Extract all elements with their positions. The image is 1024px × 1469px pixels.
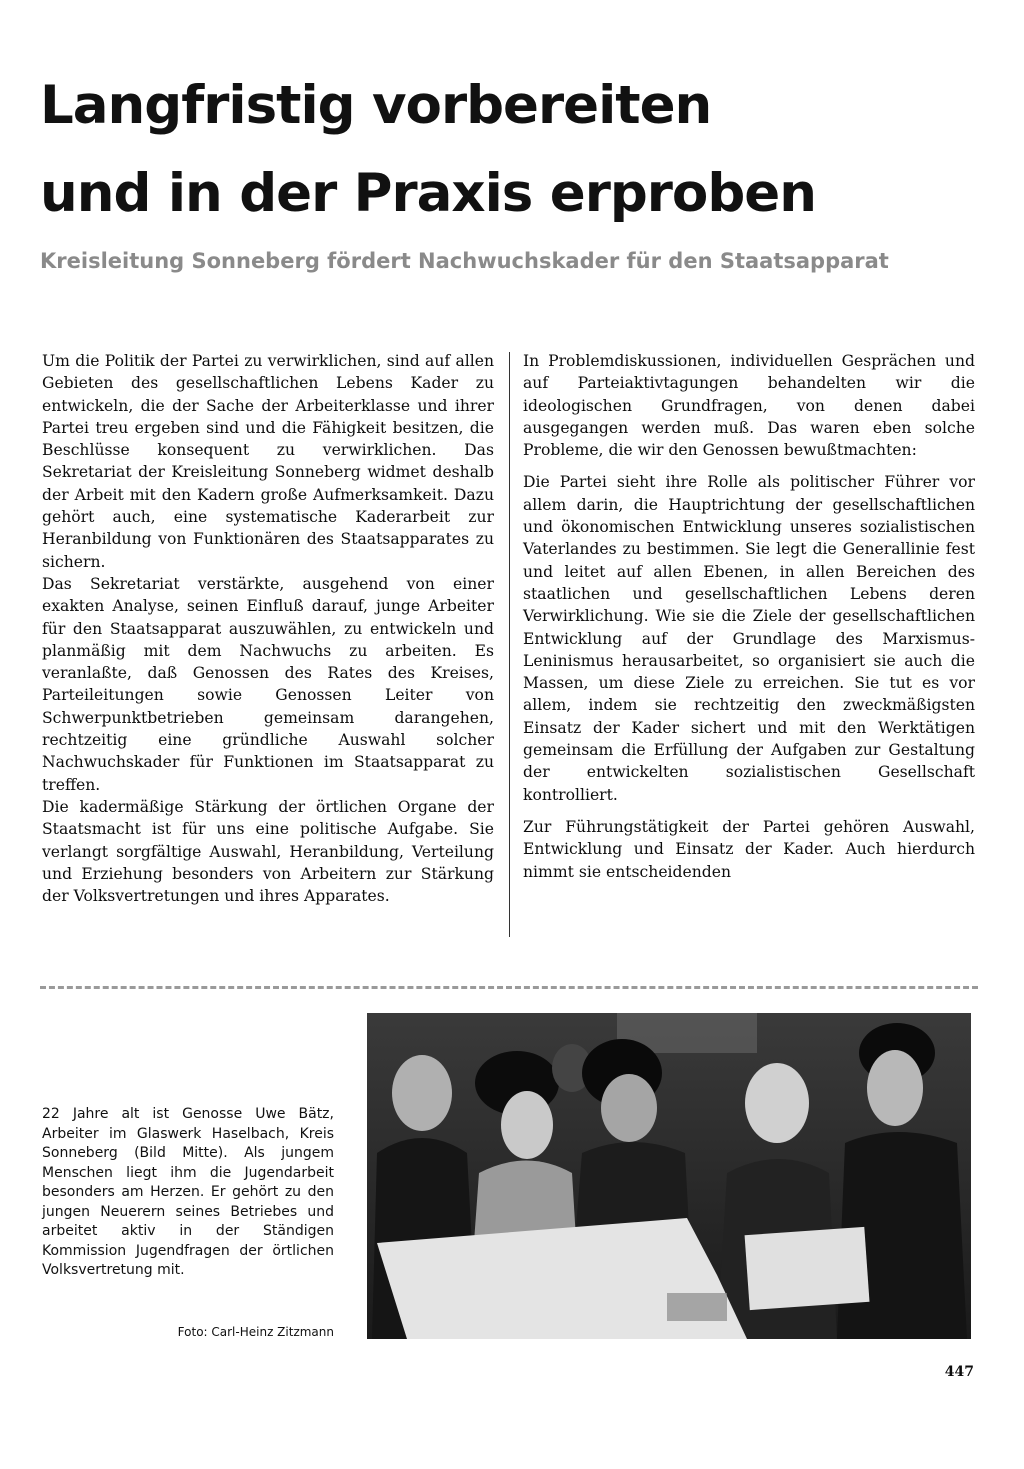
right-paragraph-2: Die Partei sieht ihre Rolle als politischer Führer vor allem darin, die Hauptrichtung der gesellschaftlichen und ökonomischen Entwicklung unseres sozialistischen Vaterlandes zu bestimmen. Sie legt die Generallinie fest und leitet auf allen Ebenen, in allen Bereichen des staatlichen und gesellschaftlichen Lebens deren Verwirklichung. Wie sie die Ziele der gesellschaftlichen Entwicklung auf der Grundlage des Marxismus-Leninismus herausarbeitet, so organisiert sie auch die Massen, um diese Ziele zu erreichen. Sie tut es vor allem, indem sie rechtzeitig den zweckmäßigsten Einsatz der Kader sichert und mit den Werktätigen gemeinsam die Erfüllung der Aufgaben zur Gestaltung der entwickelten sozialistischen Gesellschaft kontrolliert. bbox=[523, 473, 975, 804]
section-rule bbox=[40, 986, 978, 989]
headline-line-2: und in der Praxis erproben bbox=[40, 163, 816, 224]
page-number: 447 bbox=[944, 1364, 974, 1380]
right-paragraph-1: In Problemdiskussionen, individuellen Gesprächen und auf Parteiaktivtagungen behandelten wir die ideologischen Grundfragen, von denen dabei ausgegangen werden muß. Das waren eben solche Probleme, die wir den Genossen bewußtmachten: bbox=[523, 352, 975, 460]
photo-caption: 22 Jahre alt ist Genosse Uwe Bätz, Arbeiter im Glaswerk Haselbach, Kreis Sonneberg (Bild Mitte). Als jungem Menschen liegt ihm die Jugendarbeit besonders am Herzen. Er gehört zu den jungen Neuerern seines Betriebes und arbeitet aktiv in der Ständigen Kommission Jugendfragen der örtlichen Volksvertretung mit. bbox=[42, 1106, 334, 1278]
paper-right bbox=[745, 1227, 870, 1310]
article-headline bbox=[40, 62, 1000, 238]
column-divider bbox=[509, 352, 510, 937]
photo-credit: Foto: Carl-Heinz Zitzmann bbox=[177, 1325, 334, 1339]
left-paragraph-2: Das Sekretariat verstärkte, ausgehend von einer exakten Analyse, seinen Einfluß darauf, junge Arbeiter für den Staatsapparat auszuwählen, zu entwickeln und planmäßig mit dem Nachwuchs zu arbeiten. Es veranlaßte, daß Genossen des Rates des Kreises, Parteileitungen sowie Genossen Leiter von Schwerpunktbetrieben gemeinsam darangehen, rechtzeitig eine gründliche Auswahl solcher Nachwuchskader für Funktionen im Staatsapparat zu treffen. bbox=[42, 574, 494, 794]
article-subheadline: Kreisleitung Sonneberg fördert Nachwuchskader für den Staatsapparat bbox=[40, 249, 889, 273]
group-photo bbox=[367, 1013, 971, 1339]
text-column-right bbox=[523, 350, 975, 883]
left-paragraph-3: Die kadermäßige Stärkung der örtlichen Organe der Staatsmacht ist für uns eine politische Aufgabe. Sie verlangt sorgfältige Auswahl, Heranbildung, Verteilung und Erziehung besonders von Arbeitern zur Stärkung der Volksvertretungen und ihres Apparates. bbox=[42, 797, 494, 906]
text-column-left bbox=[42, 350, 494, 907]
right-paragraph-3: Zur Führungstätigkeit der Partei gehören Auswahl, Entwicklung und Einsatz der Kader. Auch hierdurch nimmt sie entscheidenden bbox=[523, 817, 975, 881]
left-paragraph-1: Um die Politik der Partei zu verwirklichen, sind auf allen Gebieten des gesellschaftlichen Lebens Kader zu entwickeln, die der Sache der Arbeiterklasse und ihrer Partei treu ergeben sind und die Fähigkeit besitzen, die Beschlüsse konsequent zu verwirklichen. Das Sekretariat der Kreisleitung Sonneberg widmet deshalb der Arbeit mit den Kadern große Aufmerksamkeit. Dazu gehört auch, eine systematische Kaderarbeit zur Heranbildung von Funktionären des Staatsapparates zu sichern. bbox=[42, 352, 494, 571]
headline-line-1: Langfristig vorbereiten bbox=[40, 75, 712, 136]
